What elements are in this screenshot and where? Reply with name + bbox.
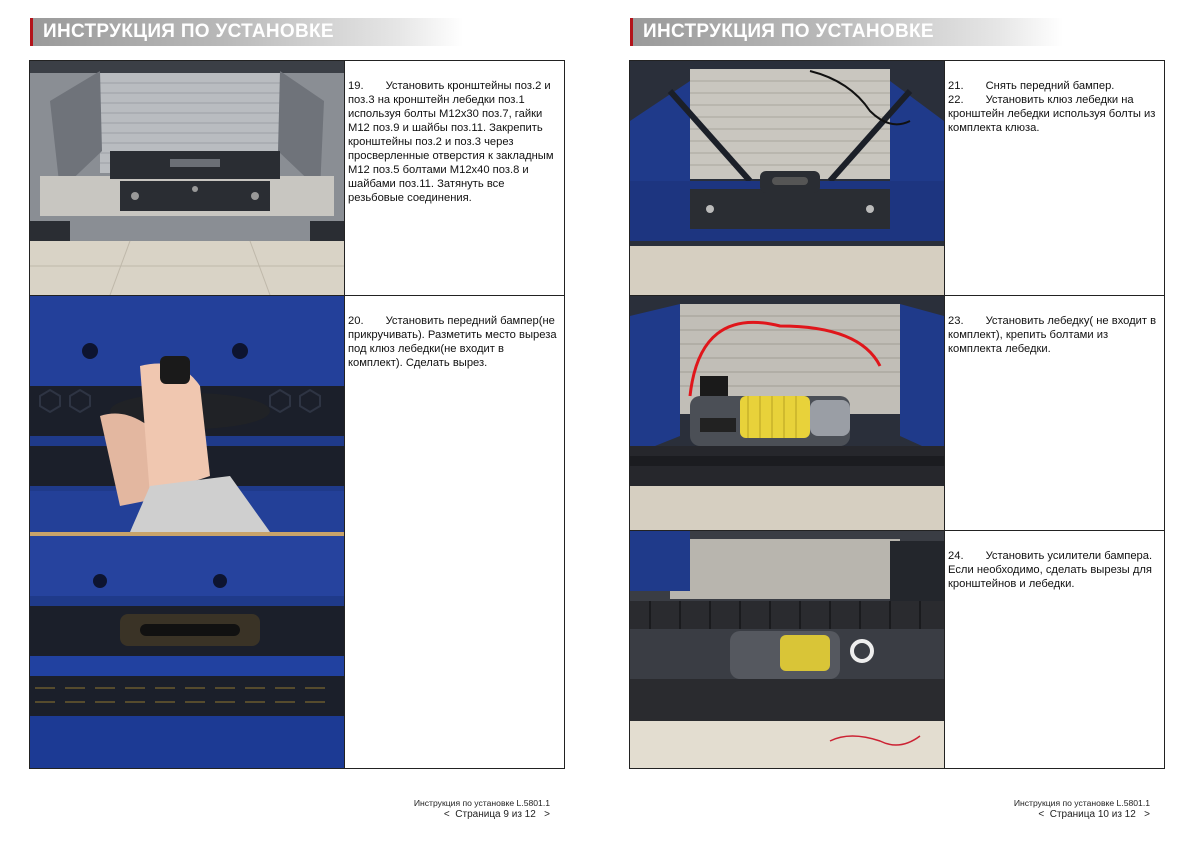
step-number: 22. <box>948 94 964 106</box>
step-21-22-text <box>948 79 1158 135</box>
page-title: ИНСТРУКЦИЯ ПО УСТАНОВКЕ <box>643 21 934 42</box>
step-19-photo <box>30 61 345 295</box>
step-24-photo <box>630 531 945 768</box>
page-number: Страница 10 из 12 <box>1049 809 1136 820</box>
step-description: Установить усилители бампера. Если необходимо, сделать вырезы для кронштейнов и лебедки. <box>948 550 1153 590</box>
step-24-text <box>948 549 1158 591</box>
step-row-21-22 <box>630 61 1164 296</box>
step-description: Установить клюз лебедки на кронштейн лебедки используя болты из комплекта клюза. <box>948 94 1156 134</box>
page-title: ИНСТРУКЦИЯ ПО УСТАНОВКЕ <box>43 21 334 42</box>
prev-page-link[interactable]: < <box>443 809 450 820</box>
page-number: Страница 9 из 12 <box>455 809 536 820</box>
step-19-text <box>348 79 558 205</box>
document-reference: Инструкция по установке L.5801.1 <box>1013 798 1150 808</box>
step-number: 19. <box>348 80 364 92</box>
step-line-21 <box>948 79 1158 93</box>
page-footer <box>980 798 1150 820</box>
page-navigation <box>980 809 1150 820</box>
document-reference: Инструкция по установке L.5801.1 <box>413 798 550 808</box>
next-page-link[interactable]: > <box>1144 809 1150 820</box>
page-footer <box>380 798 550 820</box>
step-row-23 <box>630 296 1164 531</box>
step-number: 23. <box>948 315 964 327</box>
step-line-23 <box>948 314 1158 356</box>
bumper-marking-photo <box>30 296 344 768</box>
bumper-reinforcement-photo <box>630 531 944 768</box>
right-page <box>600 0 1200 848</box>
step-description: Установить передний бампер(не прикручивать). Разметить место выреза под клюз лебедки(не входит в комплект). Сделать вырез. <box>348 315 557 369</box>
instruction-table <box>629 60 1165 769</box>
step-row-19 <box>30 61 564 296</box>
step-23-text <box>948 314 1158 356</box>
step-number: 21. <box>948 80 964 92</box>
step-description: Установить кронштейны поз.2 и поз.3 на кронштейн лебедки поз.1 используя болты M12x30 поз.7, гайки M12 поз.9 и шайбы поз.11. Закрепить кронштейны поз.2 и поз.3 через просверленные отверстия к закладным M12 поз.5 болтами M12x40 поз.8 и шайбами поз.11. Затянуть все резьбовые соединения. <box>348 80 554 204</box>
step-20-text <box>348 314 558 370</box>
bracket-mounted-photo <box>30 61 344 295</box>
prev-page-link[interactable]: < <box>1038 809 1045 820</box>
step-description: Установить лебедку( не входит в комплект), крепить болтами из комплекта лебедки. <box>948 315 1157 355</box>
step-line-22 <box>948 93 1158 135</box>
header-bar <box>30 18 463 46</box>
header-bar <box>630 18 1063 46</box>
step-number: 20. <box>348 315 364 327</box>
step-number: 24. <box>948 550 964 562</box>
page-navigation <box>380 809 550 820</box>
next-page-link[interactable]: > <box>544 809 550 820</box>
step-21-22-photo <box>630 61 945 295</box>
step-row-20 <box>30 296 564 768</box>
winch-installed-photo <box>630 296 944 530</box>
step-description: Снять передний бампер. <box>985 80 1115 92</box>
step-23-photo <box>630 296 945 530</box>
fairlead-mounted-photo <box>630 61 944 295</box>
step-row-24 <box>630 531 1164 768</box>
instruction-table <box>29 60 565 769</box>
step-20-photo <box>30 296 345 768</box>
step-line-24 <box>948 549 1158 591</box>
